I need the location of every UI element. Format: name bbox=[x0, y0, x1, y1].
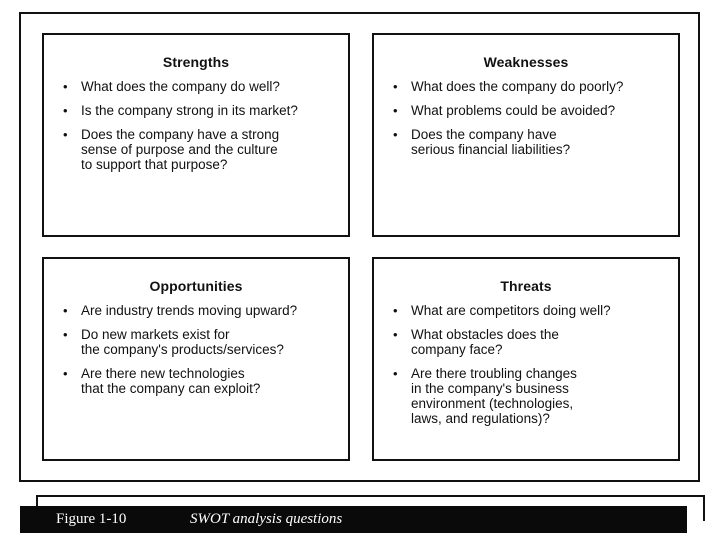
list-item bbox=[59, 103, 334, 118]
item-text: Are there new technologies that the company can exploit? bbox=[81, 366, 261, 396]
list-item bbox=[389, 366, 664, 426]
list-item bbox=[59, 79, 334, 94]
bullet-icon: • bbox=[393, 327, 398, 342]
opportunities-list bbox=[44, 303, 348, 396]
threats-list bbox=[374, 303, 678, 426]
bullet-icon: • bbox=[63, 366, 68, 381]
bullet-icon: • bbox=[63, 103, 68, 118]
list-item bbox=[389, 327, 664, 357]
bullet-icon: • bbox=[393, 127, 398, 142]
item-text: Is the company strong in its market? bbox=[81, 103, 298, 118]
bullet-icon: • bbox=[393, 103, 398, 118]
item-text: Does the company have serious financial liabilities? bbox=[411, 127, 571, 157]
list-item bbox=[389, 79, 664, 94]
figure-caption bbox=[20, 506, 687, 533]
bullet-icon: • bbox=[63, 303, 68, 318]
item-text: What does the company do poorly? bbox=[411, 79, 624, 94]
list-item bbox=[59, 303, 334, 318]
item-text: What are competitors doing well? bbox=[411, 303, 611, 318]
figure-title: SWOT analysis questions bbox=[190, 511, 343, 527]
item-text: What obstacles does the company face? bbox=[411, 327, 559, 357]
item-text: Does the company have a strong sense of purpose and the culture to support that purpose? bbox=[81, 127, 280, 172]
quadrant-title-threats: Threats bbox=[500, 278, 552, 294]
item-text: What does the company do well? bbox=[81, 79, 280, 94]
item-text: What problems could be avoided? bbox=[411, 103, 616, 118]
item-text: Are industry trends moving upward? bbox=[81, 303, 298, 318]
list-item bbox=[389, 103, 664, 118]
weaknesses-list bbox=[374, 79, 678, 157]
list-item bbox=[59, 127, 334, 172]
list-item bbox=[389, 303, 664, 318]
quadrant-title-weaknesses: Weaknesses bbox=[483, 54, 569, 70]
item-text: Do new markets exist for the company's products/services? bbox=[81, 327, 284, 357]
bullet-icon: • bbox=[63, 127, 68, 142]
bullet-icon: • bbox=[393, 79, 398, 94]
strengths-list bbox=[44, 79, 348, 172]
list-item bbox=[389, 127, 664, 157]
bullet-icon: • bbox=[393, 303, 398, 318]
opportunities-quadrant bbox=[42, 257, 350, 461]
quadrant-title-strengths: Strengths bbox=[162, 54, 230, 70]
bullet-icon: • bbox=[63, 79, 68, 94]
figure-number: Figure 1-10 bbox=[56, 511, 127, 527]
weaknesses-quadrant bbox=[372, 33, 680, 237]
quadrant-title-opportunities: Opportunities bbox=[149, 278, 243, 294]
list-item bbox=[59, 366, 334, 396]
threats-quadrant bbox=[372, 257, 680, 461]
strengths-quadrant bbox=[42, 33, 350, 237]
item-text: Are there troubling changes in the company's business environment (technologies, laws, and regulations)? bbox=[411, 366, 577, 426]
bullet-icon: • bbox=[393, 366, 398, 381]
bullet-icon: • bbox=[63, 327, 68, 342]
list-item bbox=[59, 327, 334, 357]
